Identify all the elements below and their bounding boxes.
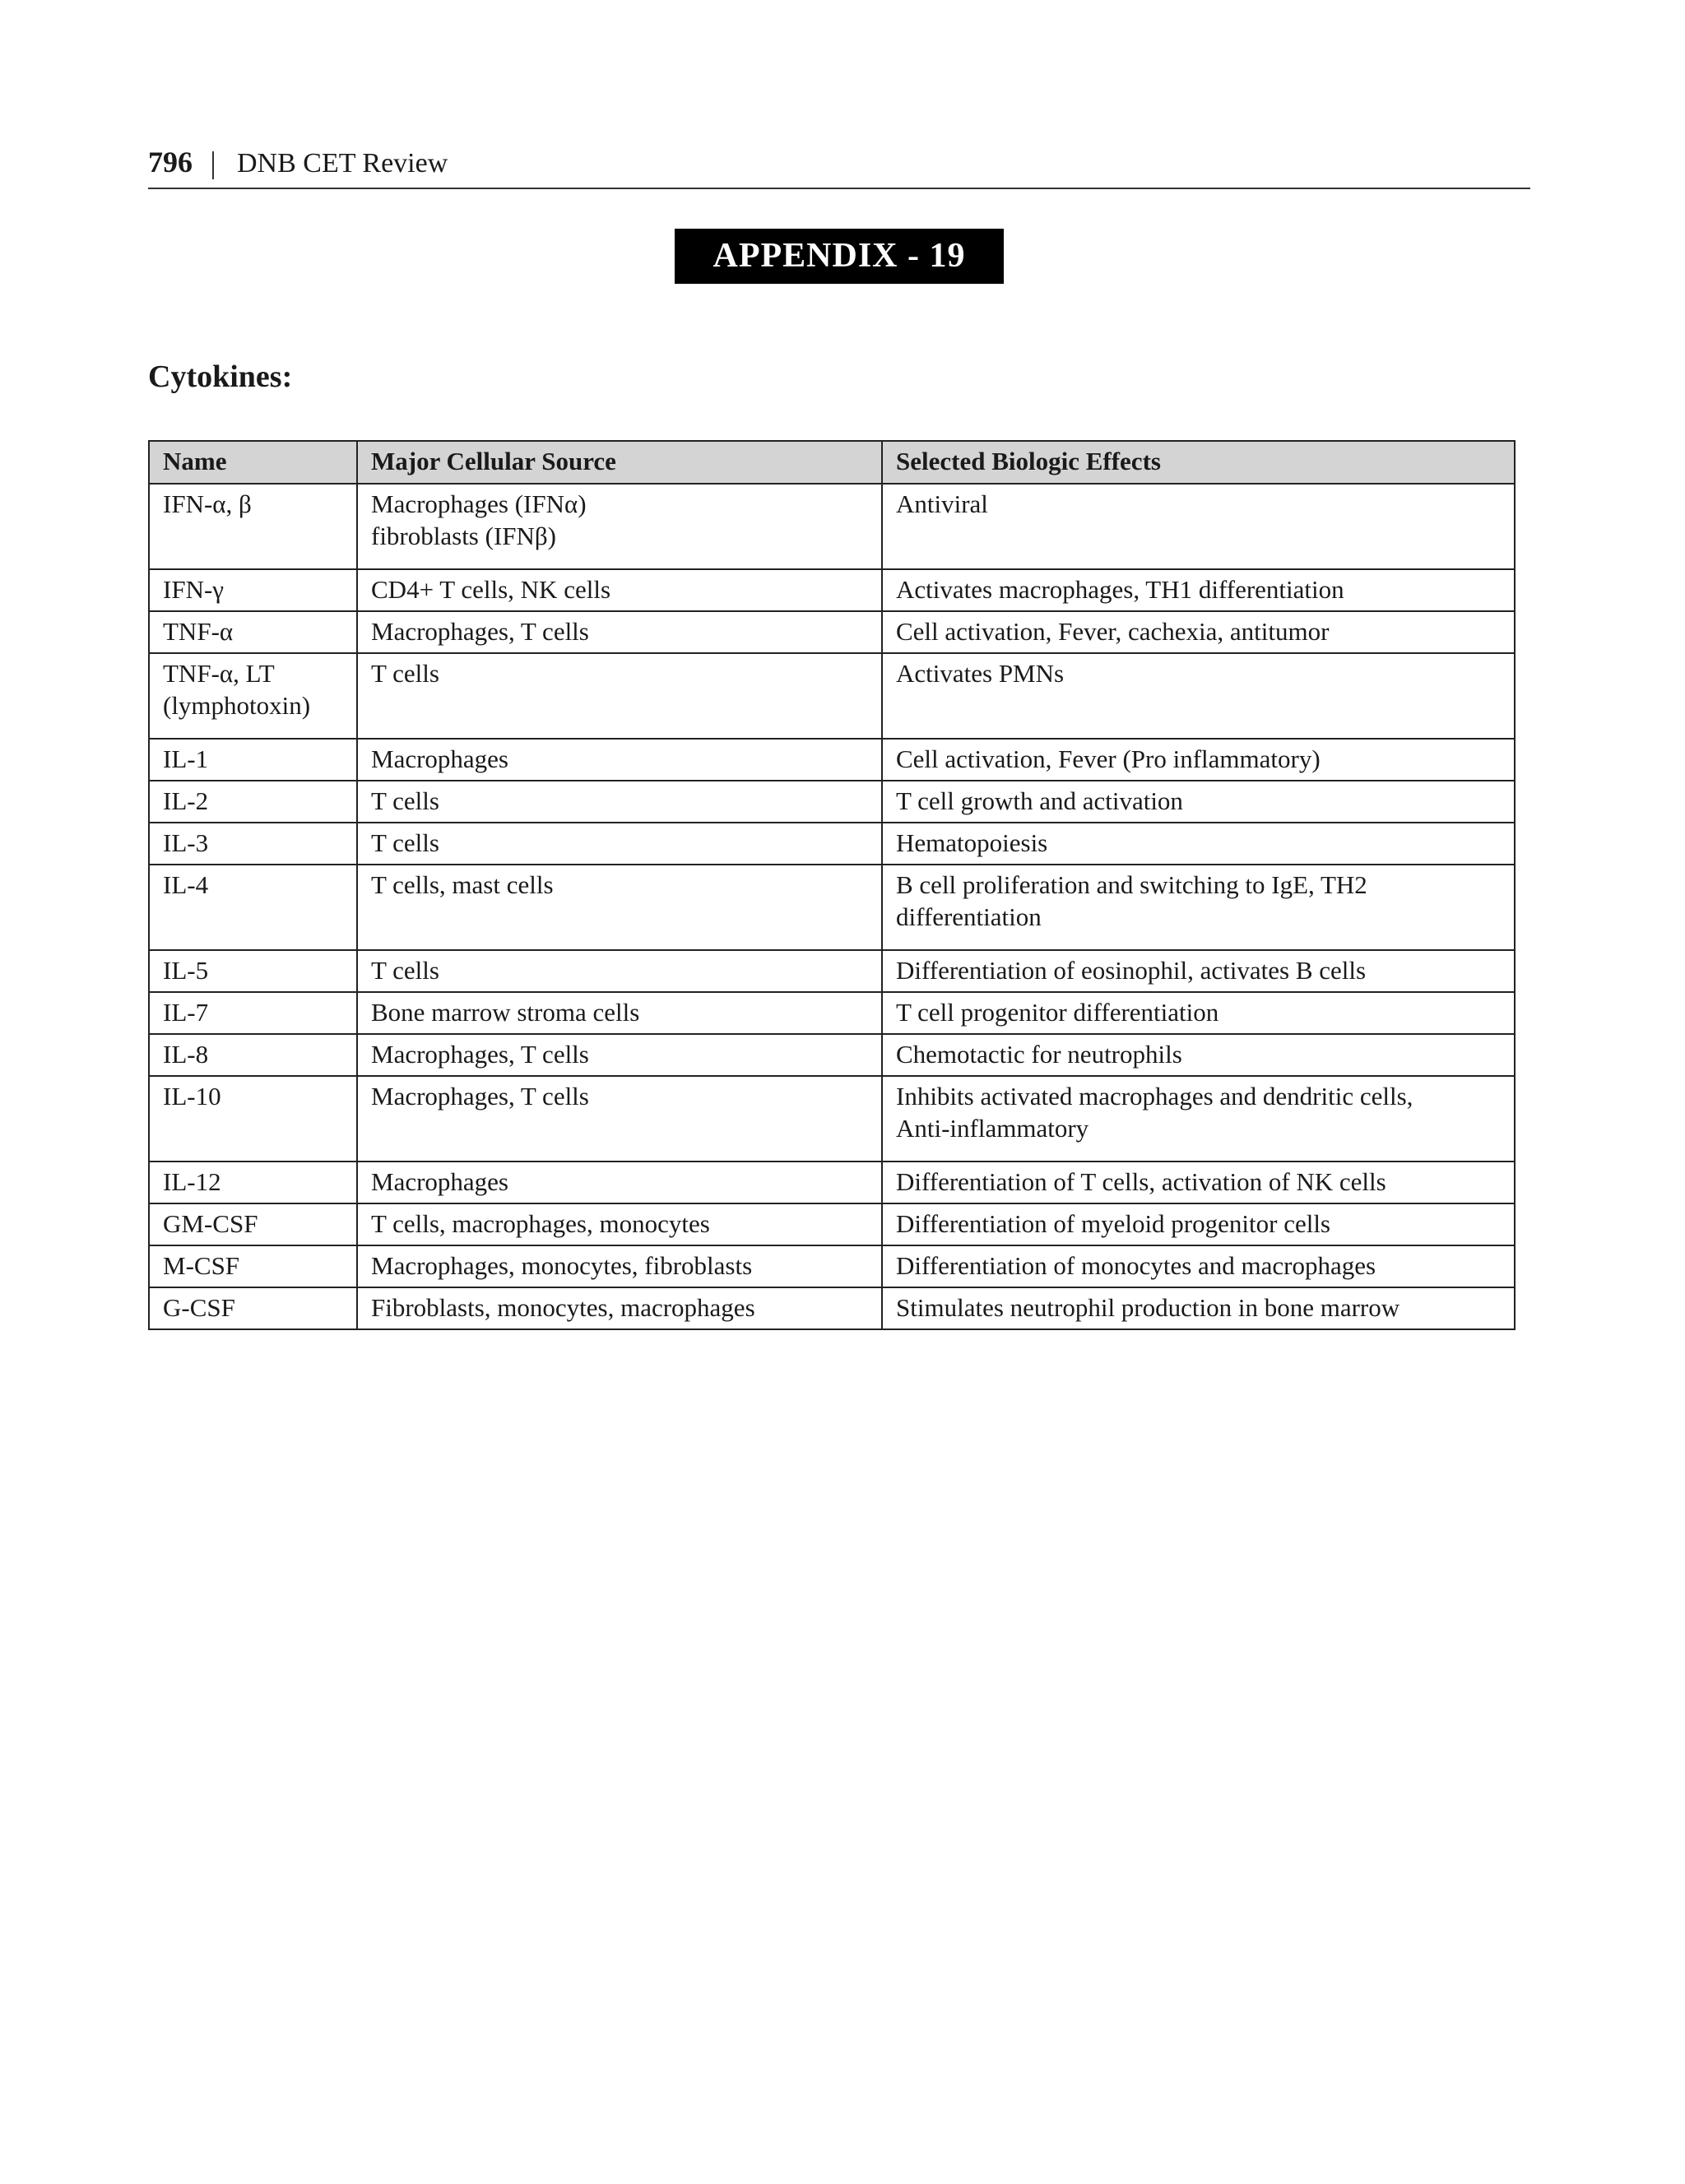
page-number: 796	[148, 146, 193, 179]
cell-effects-line: Inhibits activated macrophages and dendritic cells,	[896, 1082, 1413, 1111]
cell-name: GM-CSF	[149, 1203, 357, 1245]
cell-effects: Differentiation of myeloid progenitor cells	[882, 1203, 1515, 1245]
cell-source-line: Macrophages (IFNα)	[371, 489, 587, 518]
table-row	[149, 1203, 1515, 1245]
table-row	[149, 1034, 1515, 1076]
cell-source: T cells, macrophages, monocytes	[357, 1203, 882, 1245]
cell-name: IL-1	[149, 739, 357, 781]
table-row	[149, 1076, 1515, 1162]
cell-source: Macrophages, T cells	[357, 1076, 882, 1162]
table-row	[149, 1287, 1515, 1329]
cell-source: Macrophages, T cells	[357, 611, 882, 653]
running-title: DNB CET Review	[237, 148, 448, 179]
cell-effects: Stimulates neutrophil production in bone marrow	[882, 1287, 1515, 1329]
cell-name: IFN-α, β	[149, 484, 357, 569]
cell-effects: Cell activation, Fever, cachexia, antitumor	[882, 611, 1515, 653]
table-header-row	[149, 441, 1515, 484]
cell-name: IL-7	[149, 992, 357, 1034]
cell-name: IL-2	[149, 781, 357, 823]
cell-source: T cells, mast cells	[357, 865, 882, 950]
cell-source: Bone marrow stroma cells	[357, 992, 882, 1034]
cell-name: IFN-γ	[149, 569, 357, 611]
appendix-banner: APPENDIX - 19	[675, 229, 1004, 284]
table-row	[149, 653, 1515, 739]
cell-source: T cells	[357, 781, 882, 823]
column-header-source: Major Cellular Source	[357, 441, 882, 484]
cell-name: IL-4	[149, 865, 357, 950]
table-row	[149, 992, 1515, 1034]
cell-effects-line: differentiation	[896, 902, 1042, 931]
cell-effects: Differentiation of monocytes and macrophages	[882, 1245, 1515, 1287]
cell-effects: T cell progenitor differentiation	[882, 992, 1515, 1034]
cell-effects: Activates macrophages, TH1 differentiation	[882, 569, 1515, 611]
table-row	[149, 781, 1515, 823]
table-row	[149, 950, 1515, 992]
cell-source: Macrophages	[357, 1162, 882, 1203]
cell-effects: Cell activation, Fever (Pro inflammatory)	[882, 739, 1515, 781]
column-header-effects: Selected Biologic Effects	[882, 441, 1515, 484]
cell-source	[357, 484, 882, 569]
cell-name-line: TNF-α, LT	[163, 659, 275, 688]
cell-effects	[882, 865, 1515, 950]
cell-name: G-CSF	[149, 1287, 357, 1329]
cytokines-table	[148, 440, 1516, 1330]
cell-effects: Hematopoiesis	[882, 823, 1515, 865]
table-row	[149, 484, 1515, 569]
table-row	[149, 865, 1515, 950]
page-header	[148, 145, 1530, 189]
table-row	[149, 611, 1515, 653]
cell-name: IL-10	[149, 1076, 357, 1162]
table-row	[149, 1162, 1515, 1203]
cell-effects: Antiviral	[882, 484, 1515, 569]
cell-effects	[882, 1076, 1515, 1162]
cell-name: IL-8	[149, 1034, 357, 1076]
cell-name: IL-12	[149, 1162, 357, 1203]
cell-source: T cells	[357, 823, 882, 865]
cell-name: IL-3	[149, 823, 357, 865]
cell-name-line: (lymphotoxin)	[163, 691, 311, 720]
cell-effects: Chemotactic for neutrophils	[882, 1034, 1515, 1076]
cell-source: Macrophages, T cells	[357, 1034, 882, 1076]
cell-name	[149, 653, 357, 739]
cell-name: M-CSF	[149, 1245, 357, 1287]
cell-effects: Differentiation of T cells, activation of NK cells	[882, 1162, 1515, 1203]
column-header-name: Name	[149, 441, 357, 484]
cell-source: T cells	[357, 653, 882, 739]
cell-effects: Activates PMNs	[882, 653, 1515, 739]
cell-effects: Differentiation of eosinophil, activates B cells	[882, 950, 1515, 992]
cell-source: Macrophages	[357, 739, 882, 781]
section-title: Cytokines:	[148, 359, 293, 394]
table-row	[149, 823, 1515, 865]
cell-source: T cells	[357, 950, 882, 992]
table-row	[149, 1245, 1515, 1287]
cell-effects: T cell growth and activation	[882, 781, 1515, 823]
cell-source: Fibroblasts, monocytes, macrophages	[357, 1287, 882, 1329]
table-row	[149, 569, 1515, 611]
cell-name: TNF-α	[149, 611, 357, 653]
cell-source: Macrophages, monocytes, fibroblasts	[357, 1245, 882, 1287]
table-row	[149, 739, 1515, 781]
cell-source-line: fibroblasts (IFNβ)	[371, 522, 556, 550]
cell-name: IL-5	[149, 950, 357, 992]
cell-effects-line: B cell proliferation and switching to IgE, TH2	[896, 870, 1367, 899]
cell-effects-line: Anti-inflammatory	[896, 1114, 1089, 1143]
cell-source: CD4+ T cells, NK cells	[357, 569, 882, 611]
